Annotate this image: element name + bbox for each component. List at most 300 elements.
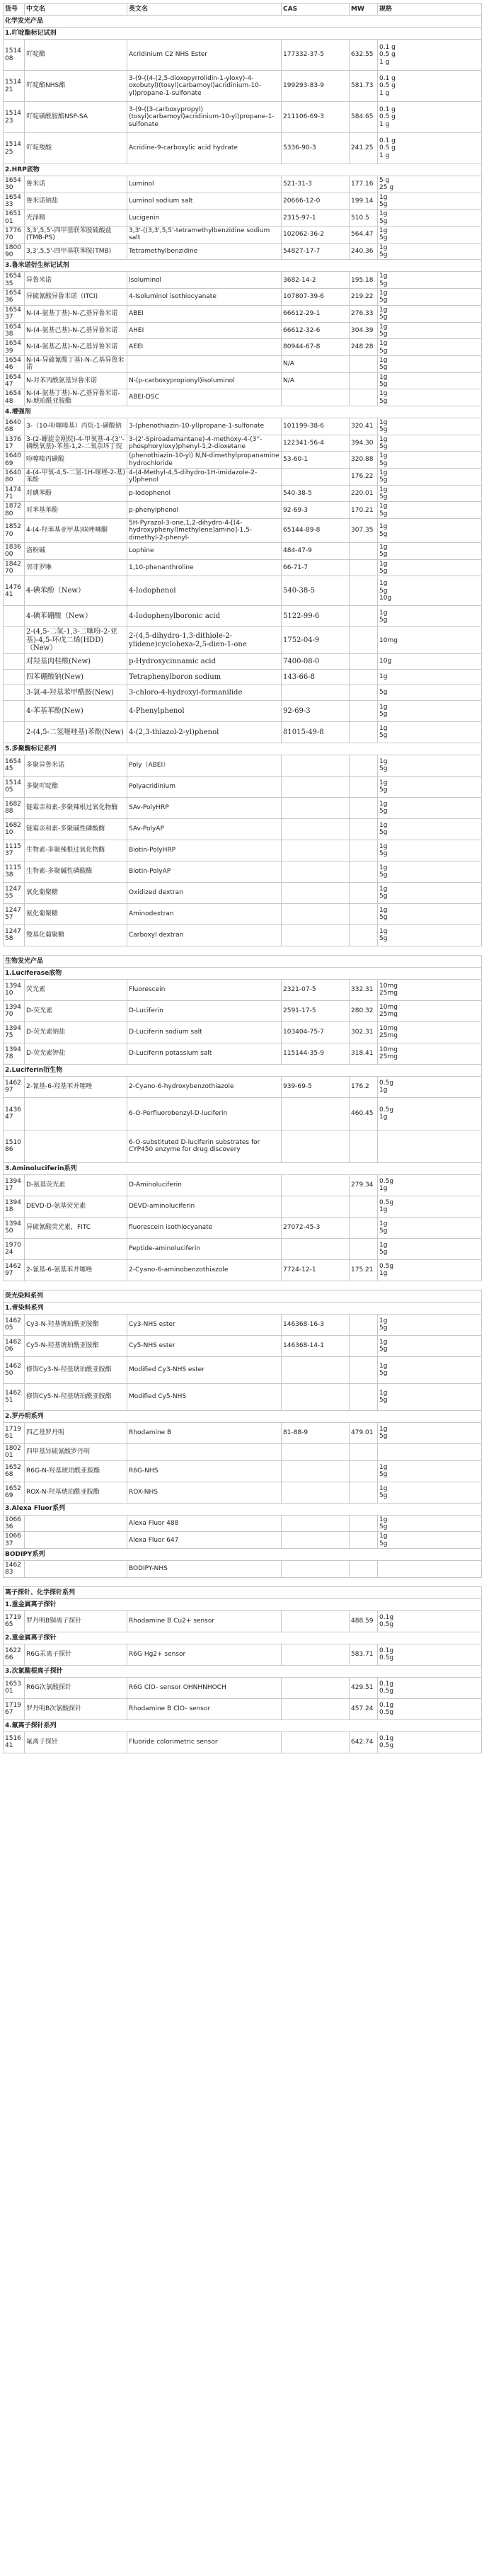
product-spec (378, 1130, 482, 1162)
product-spec (378, 1021, 482, 1043)
subsection-title: 4.氟离子探针系列 (4, 1719, 482, 1731)
spec-option: 1g (379, 673, 388, 681)
product-code: 146297 (4, 1076, 25, 1097)
product-cas: 540-38-5 (282, 485, 350, 502)
product-row (4, 903, 482, 925)
product-code: 165437 (4, 305, 25, 322)
product-code: 177670 (4, 227, 25, 244)
product-spec (378, 1196, 482, 1217)
spec-option: 1g (379, 1242, 388, 1249)
product-cas: 484-47-9 (282, 543, 350, 560)
product-code: 165430 (4, 176, 25, 193)
product-row (4, 1021, 482, 1043)
section-gap-cell (4, 946, 482, 955)
spec-option: 1g (379, 1270, 388, 1278)
product-cas (282, 1130, 350, 1162)
product-code: 165448 (4, 389, 25, 406)
product-code: 168210 (4, 818, 25, 840)
product-cn-name: 吖啶羧酸 (25, 133, 127, 164)
product-cn-name: 鲁米诺 (25, 176, 127, 193)
product-spec (378, 903, 482, 925)
product-mw (350, 1561, 378, 1578)
section-gap (4, 1577, 482, 1586)
product-en-name: 2-Cyano-6-hydroxybenzothiazole (127, 1076, 282, 1097)
product-cas: 146368-16-3 (282, 1314, 350, 1335)
product-row (4, 1644, 482, 1665)
product-cas: 102062-36-2 (282, 227, 350, 244)
spec-option: 5g (379, 786, 388, 794)
spec-option: 1g (379, 544, 388, 551)
spec-option: 1g (379, 418, 388, 426)
product-code: 162266 (4, 1644, 25, 1665)
product-code: 197024 (4, 1238, 25, 1259)
spec-option: 1g (379, 1484, 388, 1492)
spec-option: 0.5g (379, 1178, 394, 1186)
product-cas: 2321-07-5 (282, 979, 350, 1000)
product-cn-name (25, 1532, 127, 1549)
spec-option: 0.1 g (379, 137, 396, 144)
spec-option: 0.1g (379, 1680, 394, 1688)
product-code: 164069 (4, 452, 25, 469)
product-mw: 564.47 (350, 227, 378, 244)
product-mw (350, 606, 378, 627)
product-code: 165446 (4, 355, 25, 372)
spec-option: 0.5g (379, 1263, 394, 1271)
product-code (4, 653, 25, 669)
product-spec (378, 355, 482, 372)
product-en-name: Rhodamine B Cu2+ sensor (127, 1610, 282, 1632)
product-spec (378, 322, 482, 339)
product-row (4, 818, 482, 840)
spec-option: 5g (379, 732, 388, 740)
product-spec (378, 797, 482, 818)
product-cn-name: 修饰Cy3-N-羟基琥珀酰亚胺酯 (25, 1356, 127, 1383)
product-spec (378, 1259, 482, 1281)
product-spec (378, 861, 482, 882)
product-row (4, 1196, 482, 1217)
product-cn-name: 2-氰基-6-羟基苯并噻唑 (25, 1076, 127, 1097)
product-en-name: D-Luciferin potassium salt (127, 1043, 282, 1064)
product-cas: 66612-29-1 (282, 305, 350, 322)
spec-option: 1g (379, 1317, 388, 1325)
product-cas (282, 1238, 350, 1259)
product-en-name: Alexa Fluor 488 (127, 1515, 282, 1532)
section-gap-cell (4, 1577, 482, 1586)
spec-option: 1g (379, 323, 388, 331)
product-en-name: Lophine (127, 543, 282, 560)
spec-option: 5 g (379, 177, 390, 184)
spec-option: 5g (379, 530, 388, 538)
product-cn-name (25, 1097, 127, 1130)
product-code: 151421 (4, 71, 25, 102)
spec-option: 1g (379, 486, 388, 493)
spec-option: 5g (379, 380, 388, 388)
subsection-title: 2.罗丹明系列 (4, 1410, 482, 1422)
product-code (4, 700, 25, 721)
spec-option: 1g (379, 390, 388, 398)
spec-option: 0.5g (379, 1688, 394, 1695)
product-row (4, 176, 482, 193)
spec-option: 5g (379, 1433, 388, 1441)
product-mw (350, 1356, 378, 1383)
spec-option: 5g (379, 1523, 388, 1530)
product-code: 146206 (4, 1335, 25, 1356)
product-row (4, 71, 482, 102)
spec-option: 5g (379, 330, 388, 338)
product-spec (378, 840, 482, 861)
product-mw: 302.31 (350, 1021, 378, 1043)
product-row (4, 669, 482, 685)
product-cn-name: N-(4-异硫氰酸丁基)-N-乙基异鲁米诺 (25, 355, 127, 372)
section-title-row (4, 1586, 482, 1598)
product-cn-name: 链霉亲和素-多聚辣根过氧化物酶 (25, 797, 127, 818)
product-cn-name: 鲁米诺钠盐 (25, 193, 127, 210)
product-code: 151405 (4, 776, 25, 797)
spec-option: 0.5g (379, 1742, 394, 1750)
product-spec (378, 289, 482, 306)
spec-option: 0.5g (379, 1080, 394, 1087)
product-row (4, 519, 482, 543)
product-cn-name: 异硫氰酸荧光素，FITC (25, 1217, 127, 1238)
product-code: 165445 (4, 755, 25, 776)
product-row (4, 40, 482, 71)
product-code: 147471 (4, 485, 25, 502)
subsection-title: 3.次氯酸根离子探针 (4, 1665, 482, 1677)
product-mw: 175.21 (350, 1259, 378, 1281)
product-mw (350, 861, 378, 882)
product-row (4, 272, 482, 289)
table-header (4, 4, 482, 16)
product-spec (378, 1076, 482, 1097)
product-cas (282, 925, 350, 946)
spec-option: 1g (379, 560, 388, 568)
spec-option: 10g (379, 658, 392, 665)
product-code: 106637 (4, 1532, 25, 1549)
subsection-row (4, 967, 482, 979)
product-code: 143647 (4, 1097, 25, 1130)
spec-option: 1g (379, 1533, 388, 1540)
product-row (4, 1677, 482, 1698)
spec-option: 5g (379, 1471, 388, 1479)
section-gap (4, 946, 482, 955)
product-en-name: Acridinium C2 NHS Ester (127, 40, 282, 71)
product-spec (378, 1460, 482, 1482)
product-spec (378, 700, 482, 721)
spec-option: 5g (379, 493, 388, 501)
product-cn-name: 氟离子探针 (25, 1731, 127, 1753)
product-cn-name: 吖啶酯NHS酯 (25, 71, 127, 102)
product-cn-name: DEVD-D-氨基荧光素 (25, 1196, 127, 1217)
product-cas (282, 818, 350, 840)
subsection-title: 3.Alexa Fluor系列 (4, 1503, 482, 1515)
product-mw (350, 818, 378, 840)
product-cn-name: 吖啶酯 (25, 40, 127, 71)
product-en-name: R6G-NHS (127, 1460, 282, 1482)
product-cas (282, 1677, 350, 1698)
spec-option: 1g (379, 290, 388, 297)
product-spec (378, 485, 482, 502)
product-code: 171961 (4, 1422, 25, 1443)
product-code: 168288 (4, 797, 25, 818)
spec-option: 5g (379, 251, 388, 259)
subsection-title: 1.青染料系列 (4, 1302, 482, 1314)
product-mw: 170.21 (350, 502, 378, 519)
product-mw (350, 1130, 378, 1162)
spec-option: 1g (379, 758, 388, 766)
product-mw (350, 840, 378, 861)
product-spec (378, 669, 482, 685)
product-code: 106636 (4, 1515, 25, 1532)
product-cn-name: 四乙基罗丹明 (25, 1422, 127, 1443)
product-mw: 429.51 (350, 1677, 378, 1698)
product-en-name: AEEI (127, 339, 282, 356)
spec-option: 0.5g (379, 1654, 394, 1662)
product-cas: 115144-35-9 (282, 1043, 350, 1064)
product-cas (282, 1532, 350, 1549)
product-row (4, 653, 482, 669)
product-code: 187280 (4, 502, 25, 519)
product-cn-name: 对碘苯酚 (25, 485, 127, 502)
subsection-row (4, 1302, 482, 1314)
product-mw (350, 576, 378, 606)
subsection-title: 3.Aminoluciferin系列 (4, 1162, 482, 1174)
product-cas: 1752-04-9 (282, 627, 350, 654)
spec-option: 0.1g (379, 1613, 394, 1621)
product-en-name: Biotin-PolyHRP (127, 840, 282, 861)
product-spec (378, 1482, 482, 1503)
product-mw (350, 1335, 378, 1356)
product-code: 139410 (4, 979, 25, 1000)
spec-option: 5g (379, 587, 388, 595)
product-mw (350, 1196, 378, 1217)
spec-option: 25mg (379, 990, 398, 997)
product-code: 151408 (4, 40, 25, 71)
header-code: 货号 (4, 4, 25, 16)
subsection-title: 4.增强剂 (4, 406, 482, 418)
spec-option: 1g (379, 523, 388, 531)
product-cas: 2315-97-1 (282, 210, 350, 227)
product-en-name (127, 1443, 282, 1460)
product-cas (282, 1356, 350, 1383)
product-code: 165269 (4, 1482, 25, 1503)
product-code (4, 685, 25, 700)
product-en-name: Fluoride colorimetric sensor (127, 1731, 282, 1753)
product-cas: N/A (282, 355, 350, 372)
product-row (4, 418, 482, 435)
spec-option: 5g (379, 850, 388, 858)
product-en-name: Cy5-NHS ester (127, 1335, 282, 1356)
header-mw: MW (350, 4, 378, 16)
spec-option: 5g (379, 871, 388, 879)
product-cas: 521-31-3 (282, 176, 350, 193)
product-mw (350, 1314, 378, 1335)
product-mw: 177.16 (350, 176, 378, 193)
product-code (4, 627, 25, 654)
product-cas: 199293-83-9 (282, 71, 350, 102)
product-row (4, 1383, 482, 1410)
product-cn-name (25, 1130, 127, 1162)
product-cn-name: 多聚吖啶酯 (25, 776, 127, 797)
product-code: 165436 (4, 289, 25, 306)
product-code (4, 669, 25, 685)
product-cn-name: 3,3',5,5'-四甲基联苯胺硫酸盐(TMB-PS) (25, 227, 127, 244)
product-spec (378, 272, 482, 289)
product-cn-name: 四苯硼酸钠(New) (25, 669, 127, 685)
product-cn-name: N-(4-氨基丁基)-N-乙基异鲁米诺-N-琥珀酰亚胺酯 (25, 389, 127, 406)
product-cas: 66-71-7 (282, 559, 350, 576)
spec-option: 1g (379, 452, 388, 460)
product-cn-name: D-荧光素钾盐 (25, 1043, 127, 1064)
product-code: 139478 (4, 1043, 25, 1064)
product-en-name: Cy3-NHS ester (127, 1314, 282, 1335)
spec-option: 0.1g (379, 1734, 394, 1742)
product-mw (350, 1217, 378, 1238)
spec-option: 5g (379, 1492, 388, 1500)
header-spec: 规格 (378, 4, 482, 16)
product-spec (378, 1043, 482, 1064)
product-cas (282, 1482, 350, 1503)
product-row (4, 1422, 482, 1443)
product-cas: 81015-49-8 (282, 721, 350, 743)
product-mw (350, 797, 378, 818)
spec-option: 1g (379, 822, 388, 830)
product-mw (350, 1443, 378, 1460)
product-row (4, 543, 482, 560)
product-row (4, 322, 482, 339)
product-mw: 488.59 (350, 1610, 378, 1632)
product-cas: 211106-69-3 (282, 102, 350, 133)
product-en-name: D-Aminoluciferin (127, 1174, 282, 1196)
product-cas: 80944-67-8 (282, 339, 350, 356)
product-en-name: fluorescein isothiocyanate (127, 1217, 282, 1238)
product-en-name: 3,3'-((3,3',5,5'-tetramethylbenzidine sodium salt (127, 227, 282, 244)
spec-option: 5g (379, 765, 388, 773)
product-en-name: Rhodamine B ClO- sensor (127, 1698, 282, 1719)
product-cas: 146368-14-1 (282, 1335, 350, 1356)
product-cn-name: 异鲁米诺 (25, 272, 127, 289)
product-cn-name: 四甲基异硫氰酸罗丹明 (25, 1443, 127, 1460)
product-en-name: ABEI (127, 305, 282, 322)
product-mw: 176.2 (350, 1076, 378, 1097)
product-en-name: Fluorescein (127, 979, 282, 1000)
product-row (4, 721, 482, 743)
product-cn-name: 4-(4-羟苯基亚甲基)咪唑啉酮 (25, 519, 127, 543)
spec-option: 1 g (379, 58, 390, 66)
product-mw: 457.24 (350, 1698, 378, 1719)
product-spec (378, 882, 482, 903)
product-mw: 510.5 (350, 210, 378, 227)
product-cas (282, 1097, 350, 1130)
spec-option: 1g (379, 779, 388, 787)
product-code: 165301 (4, 1677, 25, 1698)
product-cas (282, 389, 350, 406)
product-cas (282, 1698, 350, 1719)
spec-option: 5g (379, 551, 388, 559)
product-cas: 107807-39-6 (282, 289, 350, 306)
product-cas: 939-69-5 (282, 1076, 350, 1097)
spec-option: 1g (379, 356, 388, 364)
spec-option: 5g (379, 510, 388, 517)
product-code: 165101 (4, 210, 25, 227)
spec-option: 5g (379, 1324, 388, 1332)
product-row (4, 797, 482, 818)
product-spec (378, 1698, 482, 1719)
spec-option: 1 g (379, 89, 390, 97)
spec-option: 1 g (379, 151, 390, 159)
product-code: 139470 (4, 1000, 25, 1021)
product-row (4, 305, 482, 322)
spec-option: 10mg (379, 1046, 398, 1054)
spec-option: 1g (379, 843, 388, 851)
spec-option: 5g (379, 1346, 388, 1353)
product-cas: 7724-12-1 (282, 1259, 350, 1281)
spec-option: 5g (379, 689, 388, 697)
product-en-name: 4-Phenylphenol (127, 700, 282, 721)
product-en-name: Modified Cy5-NHS (127, 1383, 282, 1410)
product-mw: 304.39 (350, 322, 378, 339)
product-en-name: Tetramethylbenzidine (127, 243, 282, 260)
product-row (4, 840, 482, 861)
product-mw (350, 700, 378, 721)
spec-option: 1g (379, 435, 388, 443)
product-row (4, 1515, 482, 1532)
product-cas (282, 1610, 350, 1632)
product-row (4, 339, 482, 356)
product-cn-name: N-(4-氨基乙基)-N-乙基异鲁米诺 (25, 339, 127, 356)
product-code: 147641 (4, 576, 25, 606)
product-row (4, 435, 482, 452)
product-spec (378, 418, 482, 435)
spec-option: 5g (379, 1540, 388, 1547)
product-spec (378, 685, 482, 700)
product-cas: 66612-32-6 (282, 322, 350, 339)
product-code (4, 606, 25, 627)
product-cn-name: 生物素-多聚辣根过氧化物酶 (25, 840, 127, 861)
spec-option: 5g (379, 426, 388, 434)
product-code: 139418 (4, 1196, 25, 1217)
product-cas (282, 1383, 350, 1410)
product-cas (282, 1174, 350, 1196)
product-en-name: DEVD-aminoluciferin (127, 1196, 282, 1217)
product-cn-name: 荧光素 (25, 979, 127, 1000)
product-mw: 307.35 (350, 519, 378, 543)
product-cn-name: 修饰Cy5-N-羟基琥珀酰亚胺酯 (25, 1383, 127, 1410)
product-mw: 632.55 (350, 40, 378, 71)
spec-option: 5g (379, 808, 388, 815)
spec-option: 5g (379, 442, 388, 450)
spec-option: 10g (379, 595, 392, 602)
product-code: 146205 (4, 1314, 25, 1335)
product-code: 183600 (4, 543, 25, 560)
product-row (4, 227, 482, 244)
product-row (4, 1532, 482, 1549)
product-en-name: 3-(phenothiazin-10-yl)propane-1-sulfonate (127, 418, 282, 435)
product-cas (282, 797, 350, 818)
product-code: 139450 (4, 1217, 25, 1238)
product-row (4, 355, 482, 372)
spec-option: 0.5g (379, 1199, 394, 1207)
product-cas (282, 685, 350, 700)
spec-option: 1g (379, 244, 388, 251)
product-cas: 5336-90-3 (282, 133, 350, 164)
product-cas: 92-69-3 (282, 700, 350, 721)
spec-option: 1g (379, 227, 388, 235)
product-row (4, 1443, 482, 1460)
product-en-name: SAv-PolyHRP (127, 797, 282, 818)
product-row (4, 1174, 482, 1196)
product-cn-name: 对苯基苯酚 (25, 502, 127, 519)
spec-option: 1g (379, 1516, 388, 1523)
